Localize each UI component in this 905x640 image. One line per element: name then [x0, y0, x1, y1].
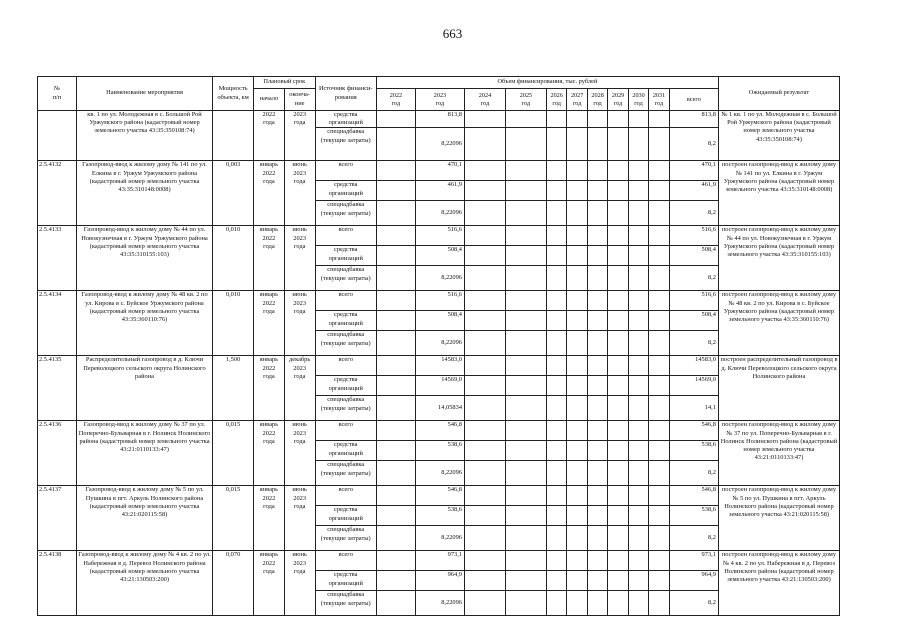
value-2023: 8,22096: [415, 266, 464, 291]
funding-source: средства организаций: [315, 311, 376, 331]
funding-source: всего: [315, 161, 376, 181]
funding-source: средства организаций: [315, 506, 376, 526]
funding-source: всего: [315, 356, 376, 376]
value-2023: 14583,0: [415, 356, 464, 376]
header-year: 2023 год: [415, 89, 464, 111]
header-name: Наименование мероприятия: [76, 77, 212, 111]
item-name: Газопровод-ввод к жилому дому № 37 по ул. Поперечно-Бульварная в г. Нолинск Нолинского района (кадастровый номер земельного участка 43:21:0110133:47): [76, 421, 212, 486]
table-row: [38, 291, 840, 311]
item-name: Газопровод-ввод к жилому дому № 4 кв. 2 по ул. Набережная в д. Перевоз Нолинского района (кадастровый номер земельного участка 43:21:130503:200): [76, 551, 212, 616]
header-result: Ожидаемый результат: [718, 77, 839, 111]
table-row: [38, 421, 840, 441]
value-total: 538,6: [669, 441, 718, 461]
item-start: январь 2022 года: [254, 226, 285, 291]
expected-result: № 1 кв. 1 по ул. Молодежная в с. Большой Рой Уржумского района (кадастровый номер земельного участка 43:35:350108:74): [718, 111, 839, 161]
value-total: 508,4: [669, 246, 718, 266]
item-capacity: 0,010: [213, 291, 254, 356]
item-start: январь 2022 года: [254, 421, 285, 486]
value-total: 8,2: [669, 461, 718, 486]
item-name: Газопровод-ввод к жилому дому № 44 по ул. Новокузнечная в г. Уржум Уржумского района (кадастровый номер земельного участка 43:35:310155:103): [76, 226, 212, 291]
financing-table: [37, 76, 840, 616]
header-year: 2031 год: [649, 89, 669, 111]
funding-source: всего: [315, 291, 376, 311]
item-start: январь 2022 года: [254, 486, 285, 551]
value-2023: 538,6: [415, 441, 464, 461]
value-total: 964,9: [669, 571, 718, 591]
table-row: [38, 111, 840, 128]
item-capacity: 0,010: [213, 226, 254, 291]
item-name: Распределительный газопровод в д. Ключи Переволоцкого сельского округа Нолинского района: [76, 356, 212, 421]
header-end: оконча- ние: [284, 89, 315, 111]
expected-result: построен газопровод-ввод к жилому дому № 4 кв. 2 по ул. Набережная в д. Перевоз Нолинского района (кадастровый номер земельного участка 43:21:130503:200): [718, 551, 839, 616]
item-name: Газопровод-ввод к жилому дому № 48 кв. 2 по ул. Кирова в с. Буйское Уржумского района (кадастровый номер земельного участка 43:35:360110:76): [76, 291, 212, 356]
funding-source: спецнадбавка (текущие затраты): [315, 591, 376, 616]
value-total: 813,8: [669, 111, 718, 128]
value-2023: 973,1: [415, 551, 464, 571]
item-start: январь 2022 года: [254, 161, 285, 226]
header-source: Источник финанси- рования: [315, 77, 376, 111]
table-row: [38, 161, 840, 181]
value-total: 8,2: [669, 526, 718, 551]
header-start: начало: [254, 89, 285, 111]
header-year: 2030 год: [628, 89, 648, 111]
item-end: июнь 2023 года: [284, 161, 315, 226]
value-total: 546,8: [669, 421, 718, 441]
value-total: 8,2: [669, 266, 718, 291]
value-total: 470,1: [669, 161, 718, 181]
item-end: июнь 2023 года: [284, 486, 315, 551]
expected-result: построен газопровод-ввод к жилому дому № 5 по ул. Пушкина в пгт. Аркуль Нолинского района (кадастровый номер земельного участка 43:21:020115:58): [718, 486, 839, 551]
funding-source: средства организаций: [315, 441, 376, 461]
value-2023: 461,9: [415, 181, 464, 201]
funding-source: средства организаций: [315, 181, 376, 201]
item-name: Газопровод-ввод к жилому дому № 141 по ул. Елкина в г. Уржум Уржумского района (кадастровый номер земельного участка 43:35:310148:0008): [76, 161, 212, 226]
value-total: 461,9: [669, 181, 718, 201]
item-code: 2.5.4138: [38, 551, 77, 616]
value-total: 14,1: [669, 396, 718, 421]
item-name: кв. 1 по ул. Молодежная в с. Большой Рой Уржумского района (кадастровый номер земельного участка 43:35:350108:74): [76, 111, 212, 161]
item-start: январь 2022 года: [254, 551, 285, 616]
funding-source: средства организаций: [315, 111, 376, 128]
item-end: июнь 2023 года: [284, 291, 315, 356]
value-2023: 8,22096: [415, 331, 464, 356]
item-name: Газопровод-ввод к жилому дому № 5 по ул. Пушкина в пгт. Аркуль Нолинского района (кадастровый номер земельного участка 43:21:020115:58): [76, 486, 212, 551]
header-no: № п/п: [38, 77, 77, 111]
funding-source: спецнадбавка (текущие затраты): [315, 201, 376, 226]
header-plan-period: Плановый срок: [254, 77, 315, 89]
item-start: 2022 года: [254, 111, 285, 161]
value-2023: 8,22096: [415, 591, 464, 616]
value-2023: 964,9: [415, 571, 464, 591]
item-end: июнь 2023 года: [284, 226, 315, 291]
funding-source: спецнадбавка (текущие затраты): [315, 128, 376, 161]
header-year: 2026 год: [546, 89, 566, 111]
header-year: 2024 год: [465, 89, 506, 111]
value-total: 508,4: [669, 311, 718, 331]
value-2023: 8,22096: [415, 128, 464, 161]
page-number: 663: [442, 26, 463, 41]
value-2023: 508,4: [415, 246, 464, 266]
value-total: 538,6: [669, 506, 718, 526]
item-end: июнь 2023 года: [284, 551, 315, 616]
table-row: [38, 551, 840, 571]
header-year: 2027 год: [567, 89, 587, 111]
funding-source: спецнадбавка (текущие затраты): [315, 266, 376, 291]
item-code: 2.5.4135: [38, 356, 77, 421]
value-2023: 516,6: [415, 291, 464, 311]
header-year: 2028 год: [587, 89, 607, 111]
item-code: 2.5.4134: [38, 291, 77, 356]
expected-result: построен газопровод-ввод к жилому дому № 141 по ул. Елкина в г. Уржум Уржумского района (кадастровый номер земельного участка 43:35:310148:0008): [718, 161, 839, 226]
funding-source: спецнадбавка (текущие затраты): [315, 526, 376, 551]
value-2023: 813,8: [415, 111, 464, 128]
expected-result: построен газопровод-ввод к жилому дому № 48 кв. 2 по ул. Кирова в с. Буйское Уржумского района (кадастровый номер земельного участка 43:35:360110:76): [718, 291, 839, 356]
item-start: январь 2022 года: [254, 356, 285, 421]
value-total: 516,6: [669, 291, 718, 311]
item-end: декабрь 2023 года: [284, 356, 315, 421]
item-code: 2.5.4133: [38, 226, 77, 291]
value-total: 8,2: [669, 331, 718, 356]
value-total: 516,6: [669, 226, 718, 246]
header-volume: Объем финансирования, тыс. рублей: [376, 77, 718, 89]
value-2023: 508,4: [415, 311, 464, 331]
value-2023: 8,22096: [415, 201, 464, 226]
value-total: 8,2: [669, 591, 718, 616]
item-start: январь 2022 года: [254, 291, 285, 356]
funding-source: спецнадбавка (текущие затраты): [315, 331, 376, 356]
value-2023: 538,6: [415, 506, 464, 526]
item-capacity: 0,003: [213, 161, 254, 226]
funding-source: спецнадбавка (текущие затраты): [315, 396, 376, 421]
funding-source: всего: [315, 551, 376, 571]
value-total: 546,8: [669, 486, 718, 506]
value-total: 14569,0: [669, 376, 718, 396]
header-total: всего: [669, 89, 718, 111]
value-2023: 546,8: [415, 421, 464, 441]
item-end: 2023 года: [284, 111, 315, 161]
funding-source: всего: [315, 226, 376, 246]
funding-source: спецнадбавка (текущие затраты): [315, 461, 376, 486]
expected-result: построен газопровод-ввод к жилому дому № 44 по ул. Новокузнечная в г. Уржум Уржумского района (кадастровый номер земельного участка 43:35:310155:103): [718, 226, 839, 291]
value-total: 973,1: [669, 551, 718, 571]
value-2023: 8,22096: [415, 526, 464, 551]
header-year: 2025 год: [505, 89, 546, 111]
item-code: 2.5.4137: [38, 486, 77, 551]
table-row: [38, 486, 840, 506]
funding-source: всего: [315, 421, 376, 441]
value-total: 8,2: [669, 128, 718, 161]
value-2023: 470,1: [415, 161, 464, 181]
item-code: 2.5.4136: [38, 421, 77, 486]
value-2023: 8,22096: [415, 461, 464, 486]
funding-source: средства организаций: [315, 246, 376, 266]
table-row: [38, 356, 840, 376]
item-capacity: 0,015: [213, 486, 254, 551]
funding-source: средства организаций: [315, 571, 376, 591]
item-capacity: 0,015: [213, 421, 254, 486]
expected-result: построен распределительный газопровод в д. Ключи Переволоцкого сельского округа Нолинского района: [718, 356, 839, 421]
item-capacity: 1,500: [213, 356, 254, 421]
item-end: июнь 2023 года: [284, 421, 315, 486]
header-capacity: Мощность объекта, км: [213, 77, 254, 111]
item-code: 2.5.4132: [38, 161, 77, 226]
value-total: 14583,0: [669, 356, 718, 376]
header-year: 2022 год: [376, 89, 415, 111]
value-2023: 516,6: [415, 226, 464, 246]
expected-result: построен газопровод-ввод к жилому дому № 37 по ул. Поперечно-Бульварная в г. Нолинск Нолинского района (кадастровый номер земельного участка 43:21:0110133:47): [718, 421, 839, 486]
value-2023: 546,8: [415, 486, 464, 506]
value-2023: 14569,0: [415, 376, 464, 396]
funding-source: средства организаций: [315, 376, 376, 396]
value-2023: 14,05834: [415, 396, 464, 421]
funding-source: всего: [315, 486, 376, 506]
item-capacity: 0,070: [213, 551, 254, 616]
header-year: 2029 год: [608, 89, 628, 111]
value-total: 8,2: [669, 201, 718, 226]
table-row: [38, 226, 840, 246]
